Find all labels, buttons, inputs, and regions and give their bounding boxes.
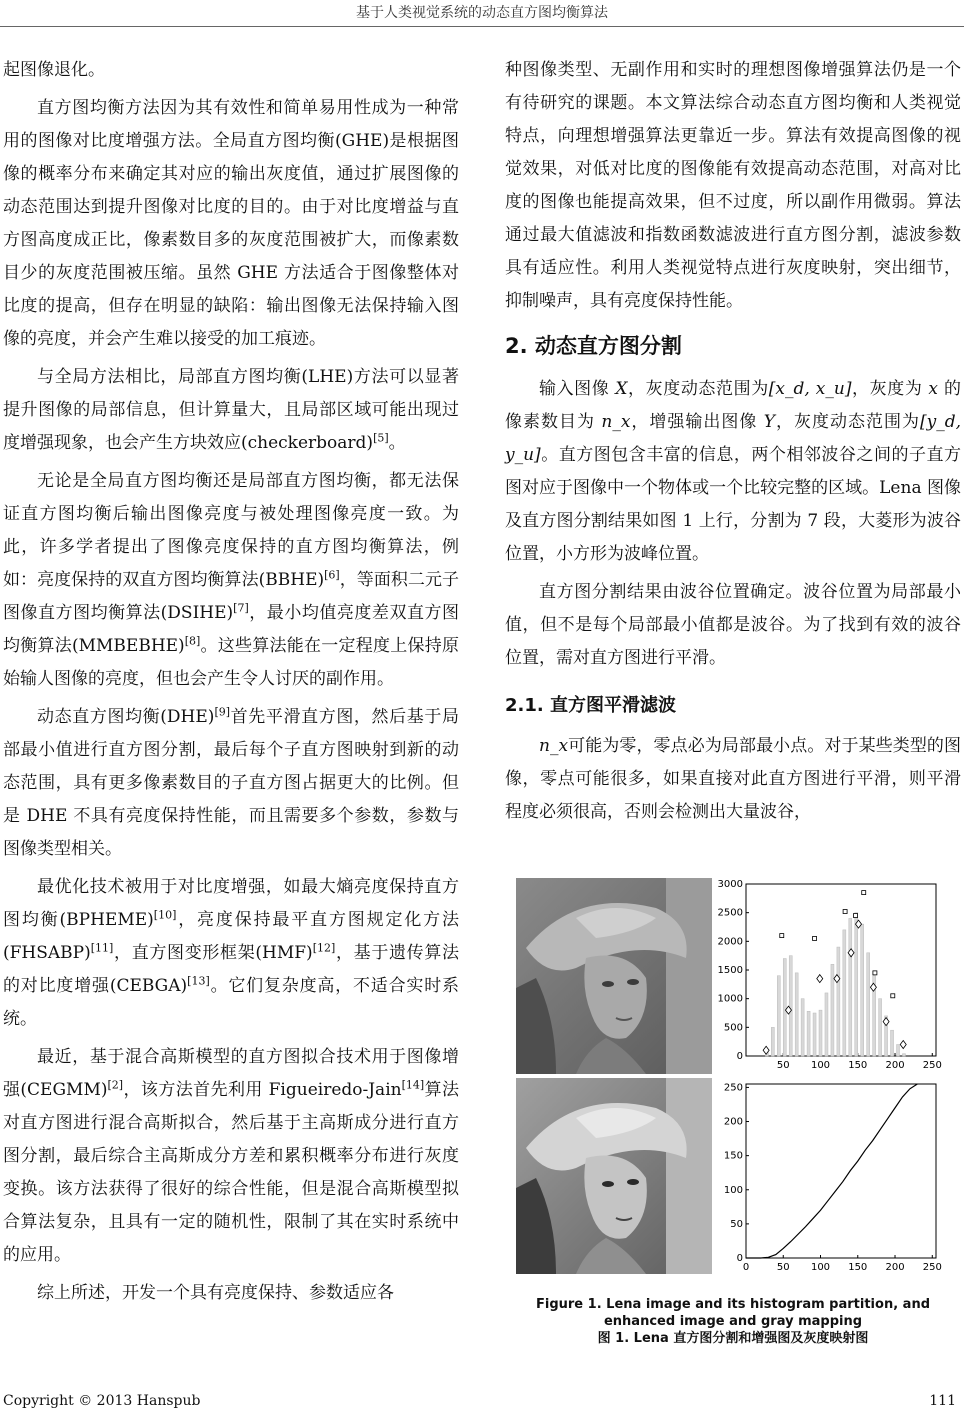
histogram-bar — [807, 1011, 810, 1056]
paragraph — [505, 730, 961, 829]
paragraph — [3, 1041, 459, 1272]
paragraph-text: ，灰度动态范围为 — [775, 412, 920, 432]
valley-diamond-marker — [883, 1018, 889, 1026]
citation[interactable]: [5] — [373, 431, 389, 445]
y-tick-label: 0 — [736, 1253, 743, 1264]
paragraph: 直方图均衡方法因为其有效性和简单易用性成为一种常用的图像对比度增强方法。全局直方图均衡(GHE)是根据图像的概率分布来确定其对应的输出灰度值，通过扩展图像的动态范围达到提升图像对比度的目的。由于对比度增益与直方图高度成正比，像素数目多的灰度范围被扩大，而像素数目少的灰度范围被压缩。虽然 GHE 方法适合于图像整体对比度的提高，但存在明显的缺陷：输出图像无法保持输入图像的亮度，并会产生难以接受的加工痕迹。 — [3, 98, 459, 349]
figure-caption — [505, 1296, 961, 1347]
histogram-bar — [849, 918, 852, 1056]
peak-square-marker — [862, 891, 866, 895]
paragraph-text: 输入图像 — [539, 379, 616, 399]
gray-mapping-curve — [746, 1084, 917, 1258]
histogram-bar — [813, 1013, 816, 1056]
figure-caption-en: Figure 1. Lena image and its histogram partition, and enhanced image and gray mapping — [536, 1297, 930, 1329]
x-tick-label: 200 — [885, 1262, 905, 1273]
x-tick-label: 100 — [810, 1060, 831, 1071]
paragraph-text: 首先平滑直方图，然后基于局部最小值进行直方图分割，最后每个子直方图映射到新的动态范围，具有更多像素数目的子直方图占据更大的比例。但是 DHE 不具有亮度保持性能，而且需要多个参数，参数与图像类型相关。 — [3, 707, 460, 859]
paragraph-text: ，直方图变形框架(HMF) — [113, 943, 313, 963]
x-tick-label: 50 — [776, 1060, 790, 1071]
peak-square-marker — [891, 994, 895, 998]
running-header: 基于人类视觉系统的动态直方图均衡算法 — [356, 5, 608, 21]
citation[interactable]: [14] — [401, 1078, 425, 1092]
histogram-bar — [861, 924, 864, 1056]
histogram-bar — [783, 959, 786, 1056]
paragraph — [3, 701, 459, 866]
citation[interactable]: [7] — [233, 601, 249, 615]
math-symbol: x — [928, 379, 939, 399]
histogram-bar — [801, 999, 804, 1056]
paragraph-text: 最优化技术被用于对比度增强，如最大熵亮度保持直方图均衡(BPHEME) — [3, 877, 459, 930]
math-range: [x_d, x_u] — [768, 379, 852, 399]
histogram-bar — [897, 1045, 900, 1056]
paragraph — [505, 373, 961, 571]
plot-frame — [746, 1084, 936, 1258]
paragraph-text: ，灰度动态范围为 — [627, 379, 769, 399]
copyright-footer: Copyright © 2013 Hanspub — [3, 1393, 201, 1409]
paragraph-text: 可能为零，零点必为局部最小点。对于某些类型的图像，零点可能很多，如果直接对此直方图进行平滑，则平滑程度必须很高，否则会检测出大量波谷， — [505, 736, 961, 822]
peak-square-marker — [843, 910, 847, 914]
histogram-bar — [789, 956, 792, 1056]
paragraph-text: 算法对直方图进行混合高斯拟合，然后基于主高斯成分进行直方图分割，最后综合主高斯成分方差和累积概率分布进行灰度变换。该方法获得了很好的综合性能，但是混合高斯模型拟合算法复杂，且具有一定的随机性，限制了其在实时系统中的应用。 — [3, 1080, 459, 1265]
x-tick-label: 50 — [776, 1262, 790, 1273]
y-tick-label: 250 — [723, 1082, 743, 1094]
histogram-bar — [771, 1027, 774, 1056]
x-tick-label: 250 — [922, 1262, 942, 1273]
gray-mapping-plot — [708, 1078, 942, 1274]
math-symbol: n_x — [539, 736, 569, 756]
peak-square-marker — [854, 914, 858, 918]
x-tick-label: 150 — [848, 1262, 868, 1273]
citation[interactable]: [6] — [324, 568, 340, 582]
paragraph: 起图像退化。 — [3, 60, 105, 80]
paragraph: 直方图分割结果由波谷位置确定。波谷位置为局部最小值，但不是每个局部最小值都是波谷。为了找到有效的波谷位置，需对直方图进行平滑。 — [505, 582, 961, 668]
paragraph-text: 。这些算法能在一定程度上保持原始输人图像的亮度，但也会产生令人讨厌的副作用。 — [3, 636, 459, 689]
histogram-bar — [825, 993, 828, 1056]
valley-diamond-marker — [900, 1041, 906, 1049]
math-symbol: X — [615, 379, 628, 399]
figure-1 — [512, 876, 952, 1296]
header-rule — [0, 26, 964, 27]
peak-square-marker — [780, 934, 784, 938]
lena-original-image — [516, 878, 712, 1074]
page-number: 111 — [929, 1393, 956, 1409]
section-heading: 2. 动态直方图分割 — [505, 334, 682, 358]
valley-diamond-marker — [817, 975, 823, 983]
paragraph-text: ，基于遗传算法的对比度增强(CEBGA) — [3, 943, 460, 996]
math-range: [y_d, y_u] — [505, 412, 961, 465]
y-tick-label: 500 — [723, 1022, 743, 1034]
paragraph-text: 的像素数目为 — [505, 379, 962, 432]
histogram-bar — [891, 1030, 894, 1056]
histogram-bar — [902, 1054, 905, 1056]
paragraph: 种图像类型、无副作用和实时的理想图像增强算法仍是一个有待研究的课题。本文算法综合动态直方图均衡和人类视觉特点，向理想增强算法更靠近一步。算法有效提高图像的视觉效果，对低对比度的图像能有效提高动态范围，对高对比度的图像也能提高效果，但不过度，所以副作用微弱。算法通过最大值滤波和指数函数滤波进行直方图分割，滤波参数具有适应性。利用人类视觉特点进行灰度映射，突出细节，抑制噪声，具有亮度保持性能。 — [505, 60, 961, 311]
citation[interactable]: [10] — [153, 908, 177, 922]
citation[interactable]: [13] — [187, 974, 210, 988]
paragraph-text: 。 — [388, 433, 406, 453]
y-tick-label: 50 — [730, 1218, 743, 1230]
paragraph-text: 与全局方法相比，局部直方图均衡(LHE)方法可以显著提升图像的局部信息，但计算量大，且局部区域可能出现过度增强现象，也会产生方块效应(checkerboard) — [3, 367, 459, 453]
subsection-heading: 2.1. 直方图平滑滤波 — [505, 695, 676, 716]
histogram-bar — [777, 976, 780, 1056]
histogram-bar — [795, 973, 798, 1056]
y-tick-label: 1000 — [717, 993, 743, 1005]
math-symbol: n_x — [601, 412, 631, 432]
paragraph-text: ，该方法首先利用 Figueiredo-Jain — [123, 1080, 402, 1100]
histogram-bar — [819, 1010, 822, 1056]
paragraph-text: 最近，基于混合高斯模型的直方图拟合技术用于图像增强(CEGMM) — [3, 1047, 459, 1100]
y-tick-label: 200 — [723, 1116, 743, 1128]
paragraph-text: 无论是全局直方图均衡还是局部直方图均衡，都无法保证直方图均衡后输出图像亮度与被处理图像亮度一致。为此，许多学者提出了图像亮度保持的直方图均衡算法，例如：亮度保持的双直方图均衡算法(BBHE) — [3, 471, 459, 590]
figure-caption-zh: 图 1. Lena 直方图分割和增强图及灰度映射图 — [597, 1331, 869, 1346]
math-symbol: Y — [763, 412, 776, 432]
right-column — [505, 54, 961, 834]
x-tick-label: 250 — [922, 1060, 942, 1071]
citation[interactable]: [11] — [90, 941, 114, 955]
y-tick-label: 150 — [723, 1150, 743, 1162]
x-tick-label: 150 — [848, 1060, 868, 1071]
paragraph-text: ，等面积二元子图像直方图均衡算法(DSIHE) — [3, 570, 460, 623]
histogram-bar — [843, 930, 846, 1056]
y-tick-label: 2500 — [717, 907, 743, 919]
x-tick-label: 200 — [885, 1060, 905, 1071]
histogram-bar — [831, 964, 834, 1056]
paragraph — [3, 871, 459, 1036]
paragraph-text: ，亮度保持最平直方图规定化方法(FHSABP) — [3, 910, 460, 963]
paragraph — [3, 465, 459, 696]
paragraph-text: 动态直方图均衡(DHE) — [37, 707, 215, 727]
paragraph-text: 。它们复杂度高，不适合实时系统。 — [3, 976, 459, 1029]
x-tick-label: 0 — [742, 1262, 750, 1273]
left-column — [3, 54, 459, 1315]
citation[interactable]: [2] — [107, 1078, 124, 1092]
citation[interactable]: [12] — [312, 941, 336, 955]
y-tick-label: 0 — [736, 1051, 743, 1062]
paragraph-text: ，增强输出图像 — [630, 412, 764, 432]
lena-enhanced-image — [516, 1078, 712, 1274]
paragraph-text: ，灰度为 — [851, 379, 929, 399]
peak-square-marker — [873, 971, 877, 975]
histogram-bar — [879, 999, 882, 1056]
citation[interactable]: [8] — [184, 634, 201, 648]
paragraph-text: ，最小均值亮度差双直方图均衡算法(MMBEBHE) — [3, 603, 459, 656]
histogram-partition-plot — [708, 878, 942, 1074]
y-tick-label: 100 — [723, 1184, 743, 1196]
histogram-bar — [867, 953, 870, 1056]
paragraph — [3, 361, 459, 460]
y-tick-label: 3000 — [717, 879, 743, 890]
citation[interactable]: [9] — [214, 705, 231, 719]
paragraph-text: 。直方图包含丰富的信息，两个相邻波谷之间的子直方图对应于图像中一个物体或一个比较完整的区域。Lena 图像及直方图分割结果如图 1 上行，分割为 7 段，大菱形为波谷位置，小方形为波峰位置。 — [505, 445, 961, 564]
histogram-bar — [837, 947, 840, 1056]
histogram-bar — [855, 913, 858, 1056]
peak-square-marker — [813, 936, 817, 940]
paragraph: 综上所述，开发一个具有亮度保持、参数适应各 — [37, 1283, 394, 1303]
y-tick-label: 1500 — [717, 965, 743, 976]
y-tick-label: 2000 — [717, 936, 743, 948]
x-tick-label: 100 — [810, 1262, 831, 1273]
